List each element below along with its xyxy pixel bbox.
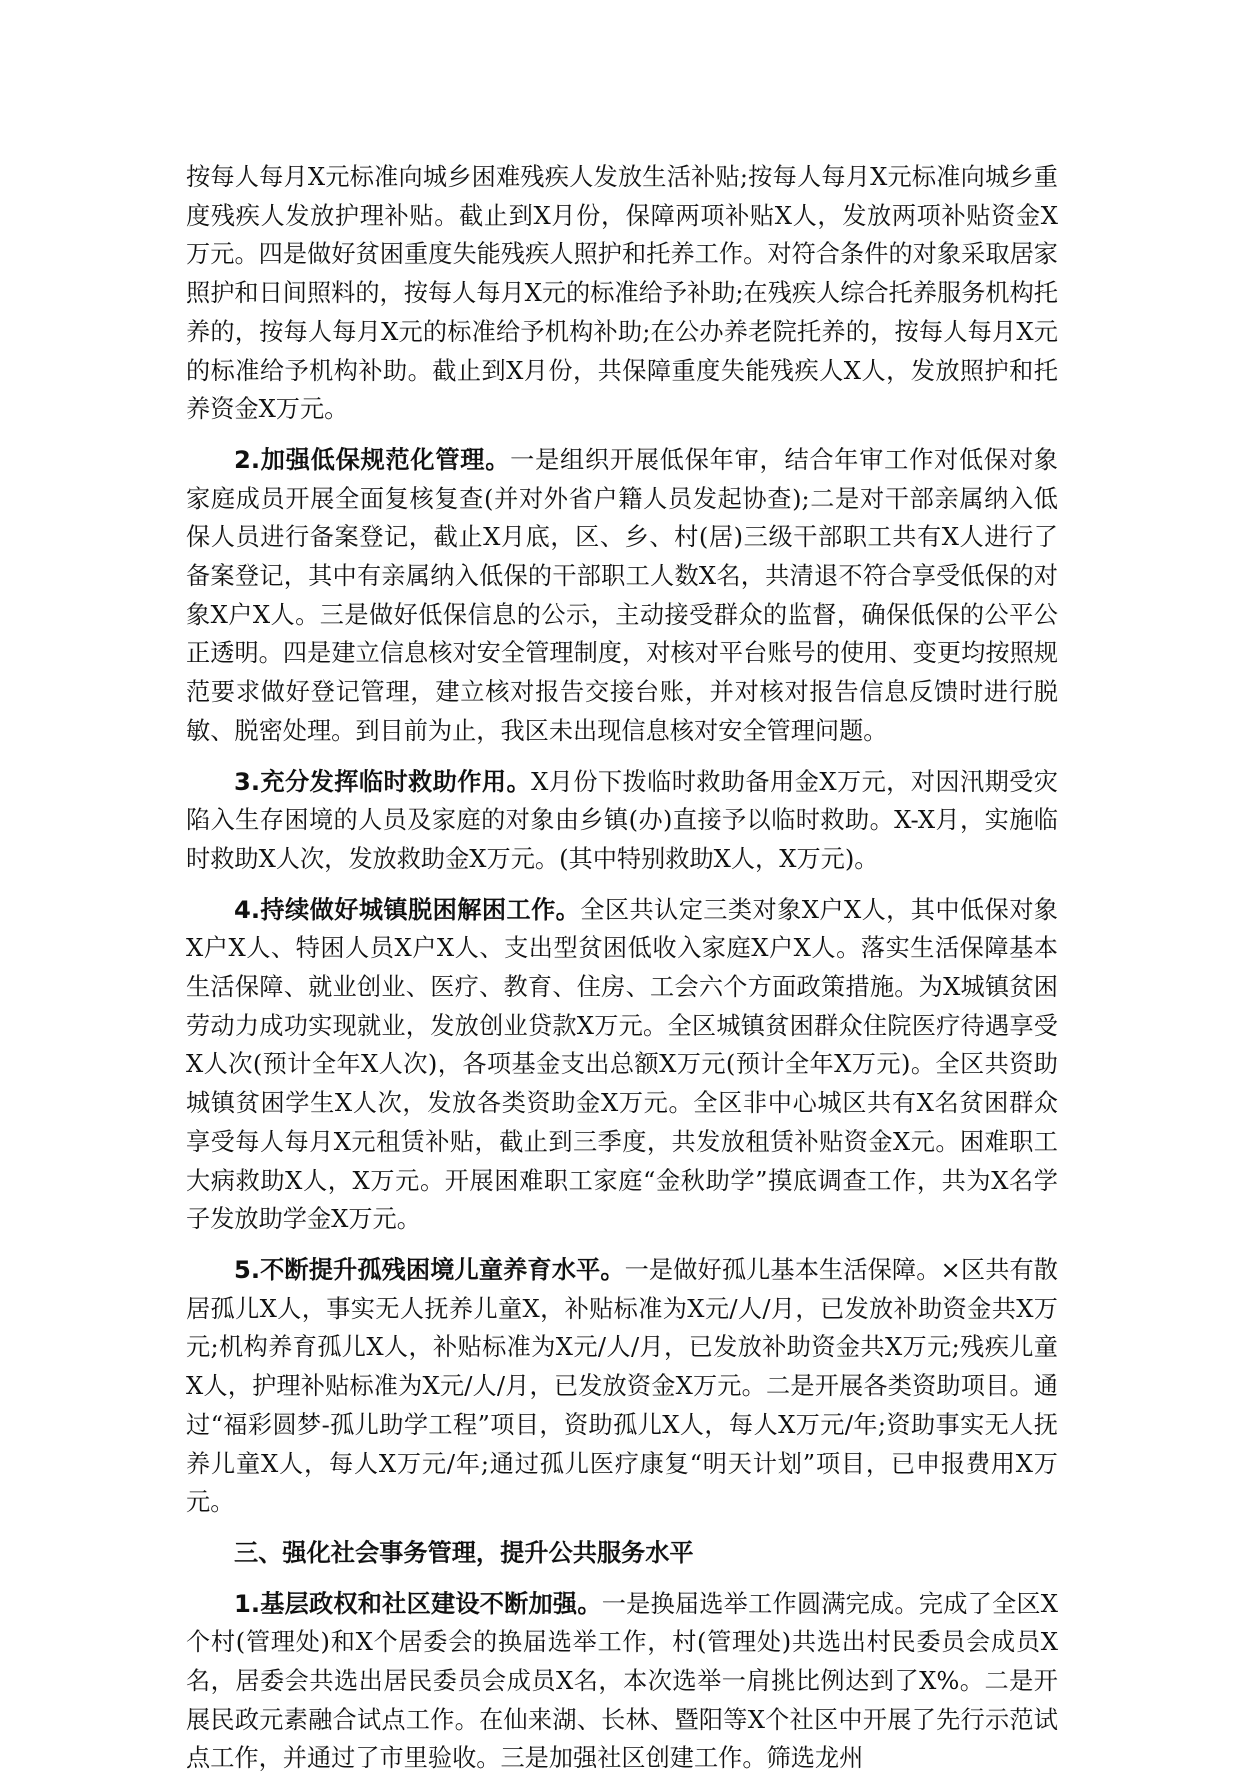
- paragraph-temporary-assistance: [186, 763, 1058, 879]
- paragraph-low-income-management: [186, 441, 1058, 751]
- paragraph-lead: 2.加强低保规范化管理。: [234, 445, 511, 474]
- section-heading: 三、强化社会事务管理，提升公共服务水平: [234, 1538, 694, 1567]
- paragraph-text: X月份下拨临时救助备用金X万元，对因汛期受灾陷入生存困境的人员及家庭的对象由乡镇(办)直接予以临时救助。X-X月，实施临时救助X人次，发放救助金X万元。(其中特别救助X人，X万元)。: [186, 767, 1058, 873]
- paragraph-urban-poverty-relief: [186, 891, 1058, 1239]
- paragraph-text: 一是换届选举工作圆满完成。完成了全区X个村(管理处)和X个居委会的换届选举工作，村(管理处)共选出村民委员会成员X名，居委会共选出居民委员会成员X名，本次选举一肩挑比例达到了X%。二是开展民政元素融合试点工作。在仙来湖、长林、暨阳等X个社区中开展了先行示范试点工作，并通过了市里验收。三是加强社区创建工作。筛选龙州: [186, 1589, 1058, 1773]
- paragraph-text: 一是做好孤儿基本生活保障。×区共有散居孤儿X人，事实无人抚养儿童X，补贴标准为X元/人/月，已发放补助资金共X万元;机构养育孤儿X人，补贴标准为X元/人/月，已发放补助资金共X万元;残疾儿童X人，护理补贴标准为X元/人/月，已发放资金X万元。二是开展各类资助项目。通过“福彩圆梦-孤儿助学工程”项目，资助孤儿X人，每人X万元/年;资助事实无人抚养儿童X人，每人X万元/年;通过孤儿医疗康复“明天计划”项目，已申报费用X万元。: [186, 1255, 1058, 1517]
- paragraph-lead: 4.持续做好城镇脱困解困工作。: [234, 895, 581, 924]
- paragraph-text: 全区共认定三类对象X户X人，其中低保对象X户X人、特困人员X户X人、支出型贫困低收入家庭X户X人。落实生活保障基本生活保障、就业创业、医疗、教育、住房、工会六个方面政策措施。为X城镇贫困劳动力成功实现就业，发放创业贷款X万元。全区城镇贫困群众住院医疗待遇享受X人次(预计全年X人次)，各项基金支出总额X万元(预计全年X万元)。全区共资助城镇贫困学生X人次，发放各类资助金X万元。全区非中心城区共有X名贫困群众享受每人每月X元租赁补贴，截止到三季度，共发放租赁补贴资金X元。困难职工大病救助X人，X万元。开展困难职工家庭“金秋助学”摸底调查工作，共为X名学子发放助学金X万元。: [186, 895, 1058, 1234]
- paragraph-lead: 1.基层政权和社区建设不断加强。: [234, 1589, 602, 1618]
- paragraph-text: 一是组织开展低保年审，结合年审工作对低保对象家庭成员开展全面复核复查(并对外省户籍人员发起协查);二是对干部亲属纳入低保人员进行备案登记，截止X月底，区、乡、村(居)三级干部职工共有X人进行了备案登记，其中有亲属纳入低保的干部职工人数X名，共清退不符合享受低保的对象X户X人。三是做好低保信息的公示，主动接受群众的监督，确保低保的公平公正透明。四是建立信息核对安全管理制度，对核对平台账号的使用、变更均按照规范要求做好登记管理，建立核对报告交接台账，并对核对报告信息反馈时进行脱敏、脱密处理。到目前为止，我区未出现信息核对安全管理问题。: [186, 445, 1058, 745]
- paragraph-text: 按每人每月X元标准向城乡困难残疾人发放生活补贴;按每人每月X元标准向城乡重度残疾人发放护理补贴。截止到X月份，保障两项补贴X人，发放两项补贴资金X万元。四是做好贫困重度失能残疾人照护和托养工作。对符合条件的对象采取居家照护和日间照料的，按每人每月X元的标准给予补助;在残疾人综合托养服务机构托养的，按每人每月X元的标准给予机构补助;在公办养老院托养的，按每人每月X元的标准给予机构补助。截止到X月份，共保障重度失能残疾人X人，发放照护和托养资金X万元。: [186, 163, 1058, 424]
- paragraph-orphan-care: [186, 1251, 1058, 1522]
- paragraph-lead: 3.充分发挥临时救助作用。: [234, 767, 532, 796]
- document-page: [186, 158, 1058, 1790]
- paragraph-disability-subsidy: [186, 158, 1058, 429]
- paragraph-community-building: [186, 1585, 1058, 1779]
- paragraph-lead: 5.不断提升孤残困境儿童养育水平。: [234, 1255, 625, 1284]
